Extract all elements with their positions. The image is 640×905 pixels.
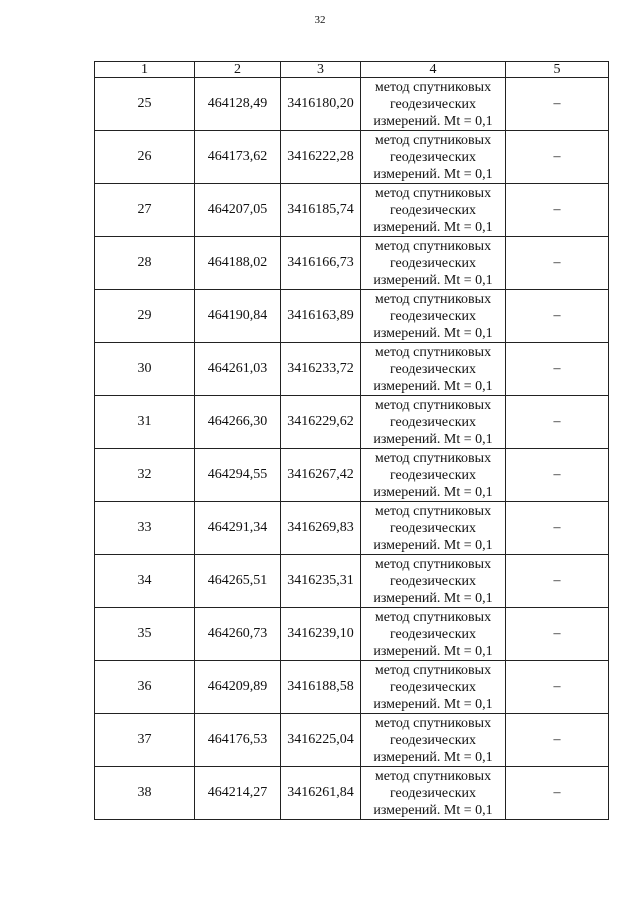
note-cell: – <box>506 237 609 290</box>
method-description <box>361 396 506 449</box>
x-coordinate: 464294,55 <box>195 449 281 502</box>
point-number: 30 <box>95 343 195 396</box>
method-line-1: метод спутниковых <box>374 609 492 625</box>
method-line-2: геодезических <box>389 414 476 430</box>
y-coordinate: 3416229,62 <box>281 396 361 449</box>
method-line-1: метод спутниковых <box>374 503 492 519</box>
method-line-3: измерений. Mt = 0,1 <box>373 219 493 235</box>
table-row <box>95 396 609 449</box>
table-row <box>95 184 609 237</box>
header-col-4: 4 <box>361 62 506 78</box>
method-line-1: метод спутниковых <box>374 344 492 360</box>
point-number: 28 <box>95 237 195 290</box>
y-coordinate: 3416239,10 <box>281 608 361 661</box>
method-line-2: геодезических <box>389 785 476 801</box>
note-cell: – <box>506 131 609 184</box>
method-line-2: геодезических <box>389 255 476 271</box>
header-row <box>95 62 609 78</box>
note-cell: – <box>506 767 609 820</box>
x-coordinate: 464128,49 <box>195 78 281 131</box>
x-coordinate: 464214,27 <box>195 767 281 820</box>
table-body <box>95 78 609 820</box>
header-col-2: 2 <box>195 62 281 78</box>
method-line-2: геодезических <box>389 467 476 483</box>
method-description <box>361 237 506 290</box>
method-description <box>361 290 506 343</box>
method-line-1: метод спутниковых <box>374 291 492 307</box>
method-line-1: метод спутниковых <box>374 662 492 678</box>
method-description <box>361 449 506 502</box>
header-col-3: 3 <box>281 62 361 78</box>
x-coordinate: 464209,89 <box>195 661 281 714</box>
table-row <box>95 131 609 184</box>
method-line-2: геодезических <box>389 520 476 536</box>
method-line-2: геодезических <box>389 149 476 165</box>
method-line-3: измерений. Mt = 0,1 <box>373 166 493 182</box>
y-coordinate: 3416222,28 <box>281 131 361 184</box>
table-row <box>95 449 609 502</box>
method-line-2: геодезических <box>389 96 476 112</box>
point-number: 38 <box>95 767 195 820</box>
method-line-3: измерений. Mt = 0,1 <box>373 272 493 288</box>
x-coordinate: 464291,34 <box>195 502 281 555</box>
table-row <box>95 608 609 661</box>
y-coordinate: 3416269,83 <box>281 502 361 555</box>
note-cell: – <box>506 78 609 131</box>
x-coordinate: 464260,73 <box>195 608 281 661</box>
note-cell: – <box>506 343 609 396</box>
point-number: 29 <box>95 290 195 343</box>
y-coordinate: 3416261,84 <box>281 767 361 820</box>
x-coordinate: 464190,84 <box>195 290 281 343</box>
method-line-1: метод спутниковых <box>374 185 492 201</box>
x-coordinate: 464266,30 <box>195 396 281 449</box>
coordinates-table <box>94 61 609 820</box>
note-cell: – <box>506 290 609 343</box>
note-cell: – <box>506 661 609 714</box>
method-line-1: метод спутниковых <box>374 768 492 784</box>
method-description <box>361 661 506 714</box>
point-number: 36 <box>95 661 195 714</box>
method-description <box>361 78 506 131</box>
point-number: 32 <box>95 449 195 502</box>
point-number: 37 <box>95 714 195 767</box>
method-line-3: измерений. Mt = 0,1 <box>373 113 493 129</box>
note-cell: – <box>506 502 609 555</box>
method-line-3: измерений. Mt = 0,1 <box>373 325 493 341</box>
x-coordinate: 464176,53 <box>195 714 281 767</box>
point-number: 25 <box>95 78 195 131</box>
method-description <box>361 131 506 184</box>
method-line-3: измерений. Mt = 0,1 <box>373 749 493 765</box>
x-coordinate: 464265,51 <box>195 555 281 608</box>
y-coordinate: 3416267,42 <box>281 449 361 502</box>
method-line-2: геодезических <box>389 679 476 695</box>
method-line-2: геодезических <box>389 308 476 324</box>
method-line-3: измерений. Mt = 0,1 <box>373 537 493 553</box>
method-line-2: геодезических <box>389 732 476 748</box>
y-coordinate: 3416233,72 <box>281 343 361 396</box>
method-line-1: метод спутниковых <box>374 556 492 572</box>
x-coordinate: 464261,03 <box>195 343 281 396</box>
method-line-3: измерений. Mt = 0,1 <box>373 590 493 606</box>
note-cell: – <box>506 396 609 449</box>
method-line-1: метод спутниковых <box>374 450 492 466</box>
method-line-1: метод спутниковых <box>374 397 492 413</box>
method-description <box>361 555 506 608</box>
method-line-1: метод спутниковых <box>374 715 492 731</box>
method-line-3: измерений. Mt = 0,1 <box>373 378 493 394</box>
method-line-1: метод спутниковых <box>374 238 492 254</box>
point-number: 27 <box>95 184 195 237</box>
point-number: 31 <box>95 396 195 449</box>
method-description <box>361 343 506 396</box>
point-number: 34 <box>95 555 195 608</box>
table-row <box>95 661 609 714</box>
x-coordinate: 464207,05 <box>195 184 281 237</box>
y-coordinate: 3416188,58 <box>281 661 361 714</box>
table-row <box>95 555 609 608</box>
y-coordinate: 3416163,89 <box>281 290 361 343</box>
method-description <box>361 767 506 820</box>
table-row <box>95 767 609 820</box>
page-number: 32 <box>314 14 326 26</box>
header-col-1: 1 <box>95 62 195 78</box>
method-line-3: измерений. Mt = 0,1 <box>373 431 493 447</box>
table-row <box>95 343 609 396</box>
y-coordinate: 3416235,31 <box>281 555 361 608</box>
note-cell: – <box>506 555 609 608</box>
x-coordinate: 464173,62 <box>195 131 281 184</box>
table-row <box>95 714 609 767</box>
method-line-3: измерений. Mt = 0,1 <box>373 696 493 712</box>
method-line-3: измерений. Mt = 0,1 <box>373 643 493 659</box>
x-coordinate: 464188,02 <box>195 237 281 290</box>
table-row <box>95 237 609 290</box>
method-line-1: метод спутниковых <box>374 79 492 95</box>
table-row <box>95 290 609 343</box>
method-description <box>361 608 506 661</box>
method-line-3: измерений. Mt = 0,1 <box>373 484 493 500</box>
y-coordinate: 3416225,04 <box>281 714 361 767</box>
table-row <box>95 78 609 131</box>
point-number: 26 <box>95 131 195 184</box>
point-number: 33 <box>95 502 195 555</box>
method-description <box>361 714 506 767</box>
method-line-2: геодезических <box>389 573 476 589</box>
table-header <box>95 62 609 78</box>
method-line-2: геодезических <box>389 202 476 218</box>
y-coordinate: 3416166,73 <box>281 237 361 290</box>
table-row <box>95 502 609 555</box>
method-line-2: геодезических <box>389 361 476 377</box>
point-number: 35 <box>95 608 195 661</box>
method-description <box>361 184 506 237</box>
note-cell: – <box>506 184 609 237</box>
note-cell: – <box>506 714 609 767</box>
y-coordinate: 3416180,20 <box>281 78 361 131</box>
header-col-5: 5 <box>506 62 609 78</box>
y-coordinate: 3416185,74 <box>281 184 361 237</box>
method-line-3: измерений. Mt = 0,1 <box>373 802 493 818</box>
note-cell: – <box>506 608 609 661</box>
note-cell: – <box>506 449 609 502</box>
method-line-2: геодезических <box>389 626 476 642</box>
method-description <box>361 502 506 555</box>
method-line-1: метод спутниковых <box>374 132 492 148</box>
